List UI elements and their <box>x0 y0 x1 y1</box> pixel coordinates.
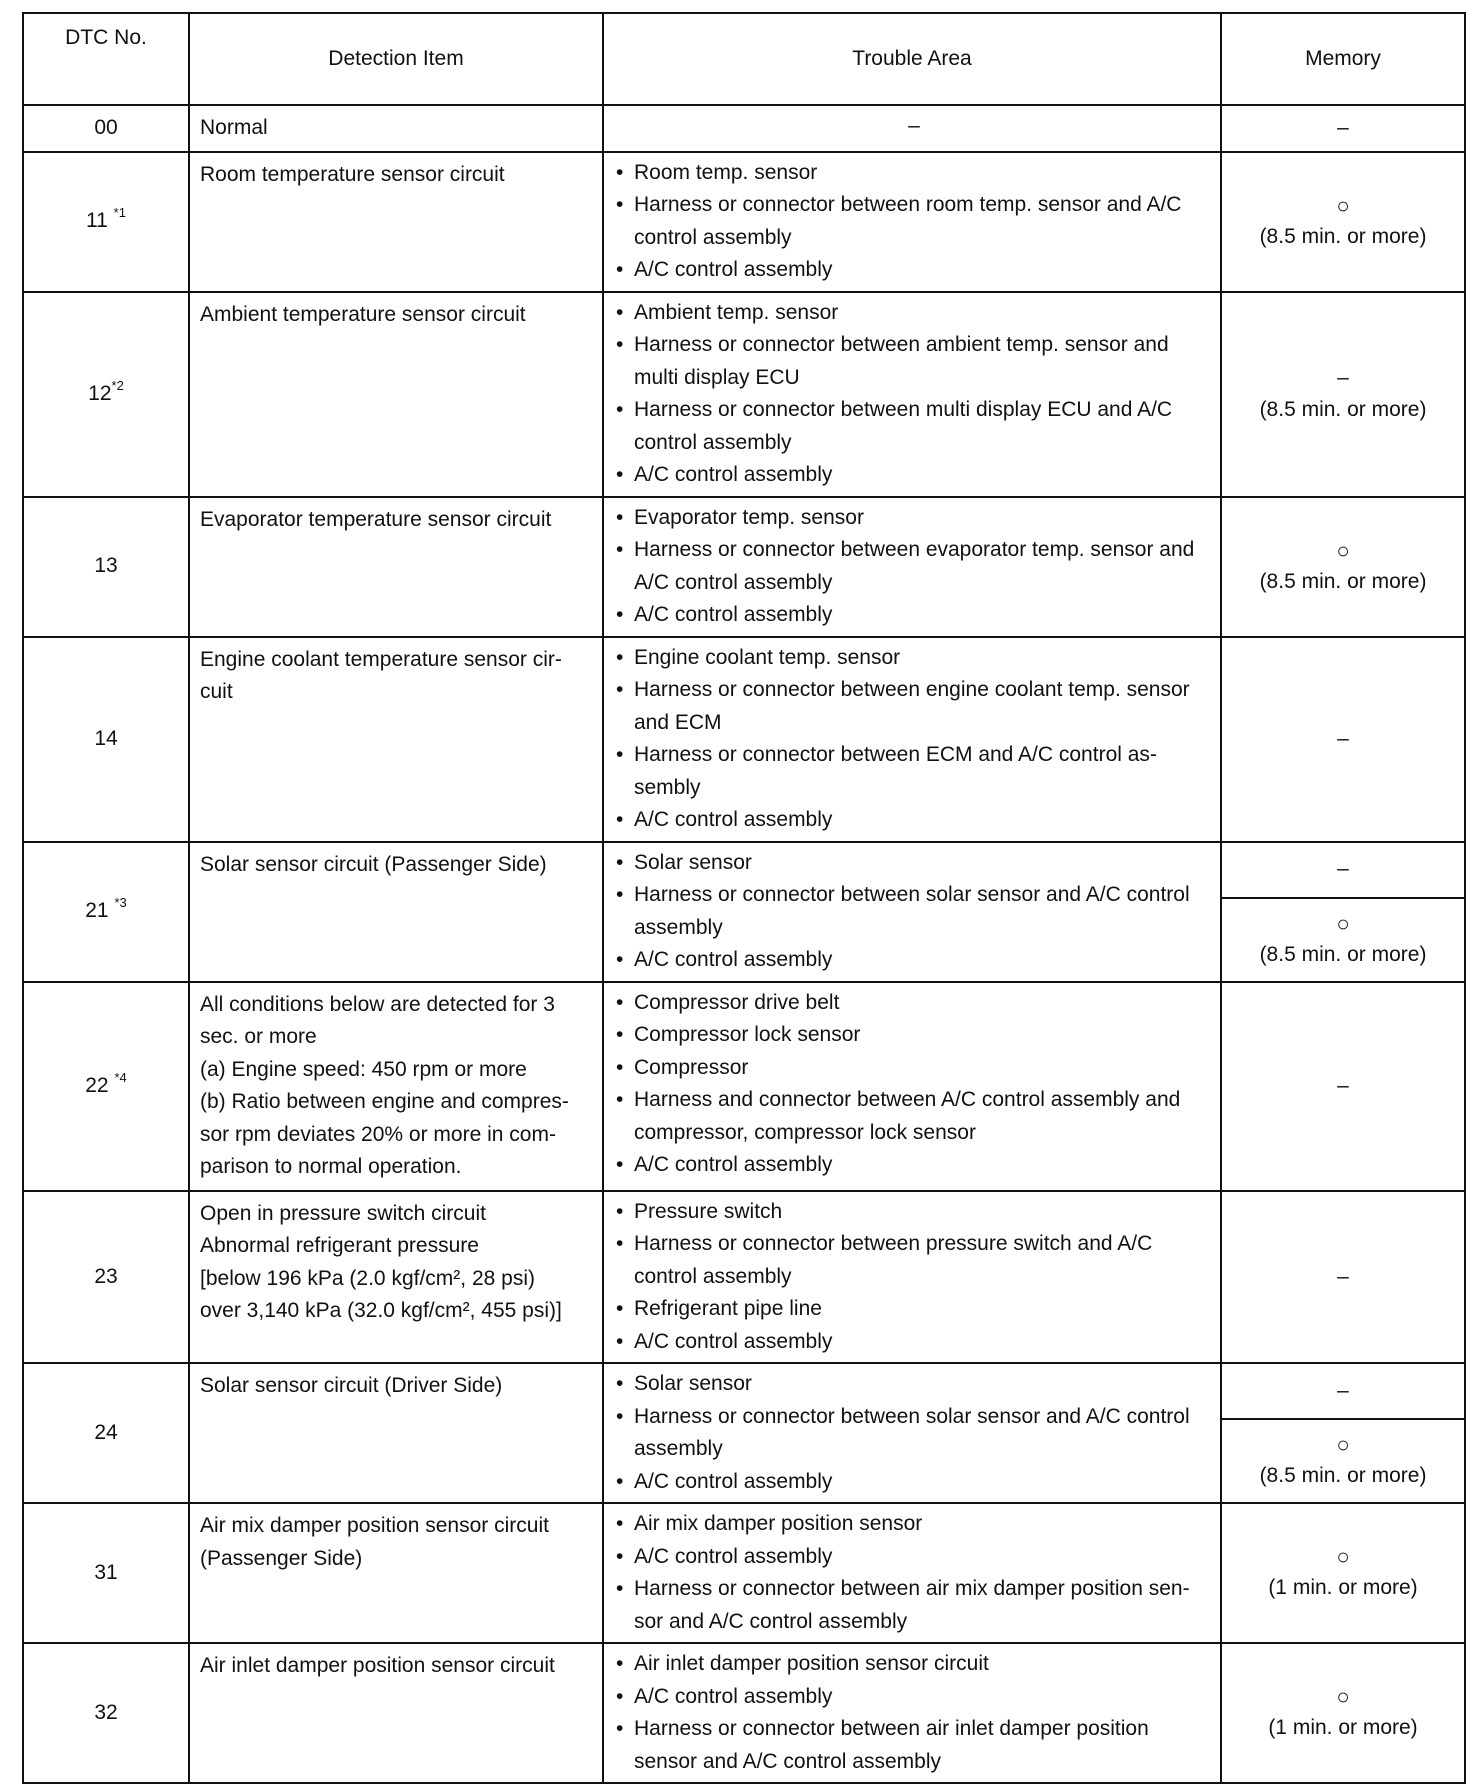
detection-line: sec. or more <box>200 1025 317 1048</box>
trouble-area-item: • Harness or connector between air mix damper position sen-sor and A/C control assembly <box>614 1573 1214 1638</box>
trouble-area-item: • A/C control assembly <box>614 804 1214 837</box>
trouble-area-item: • Pressure switch <box>614 1196 1214 1229</box>
trouble-area-item: • Air mix damper position sensor <box>614 1508 1214 1541</box>
detection-item-cell <box>189 105 603 152</box>
trouble-area-item: • Harness or connector between room temp. sensor and A/C control assembly <box>614 189 1214 254</box>
header-detection: Detection Item <box>189 13 603 105</box>
detection-line: parison to normal operation. <box>200 1155 462 1178</box>
trouble-area-item: • Ambient temp. sensor <box>614 297 1214 330</box>
detection-item-cell <box>189 1503 603 1643</box>
detection-line: Solar sensor circuit (Driver Side) <box>200 1374 503 1397</box>
memory-dash: – <box>1337 726 1349 750</box>
trouble-area-item: • A/C control assembly <box>614 944 1214 977</box>
dtc-number: 00 <box>94 116 118 139</box>
dtc-number: 12 <box>88 381 112 405</box>
header-memory: Memory <box>1221 13 1465 105</box>
trouble-area-list <box>614 987 1214 1182</box>
memory-circle-icon: ○ <box>1336 1544 1350 1569</box>
trouble-area-list <box>614 1196 1214 1359</box>
detection-line: Abnormal refrigerant pressure <box>200 1234 479 1257</box>
trouble-area-list <box>614 297 1214 492</box>
trouble-area-item: • Refrigerant pipe line <box>614 1293 1214 1326</box>
trouble-area-item: • A/C control assembly <box>614 459 1214 492</box>
table-row <box>23 637 1465 842</box>
trouble-area-item: • Air inlet damper position sensor circuit <box>614 1648 1214 1681</box>
memory-cell <box>1221 497 1465 637</box>
trouble-area-item: • Compressor <box>614 1052 1214 1085</box>
detection-item-cell <box>189 637 603 842</box>
dtc-number: 14 <box>94 726 118 750</box>
dtc-number-cell <box>23 637 189 842</box>
memory-dash: – <box>1337 116 1349 139</box>
table-row <box>23 1191 1465 1364</box>
trouble-area-item: • A/C control assembly <box>614 1681 1214 1714</box>
detection-line: Ambient temperature sensor circuit <box>200 302 526 326</box>
trouble-area-item: • A/C control assembly <box>614 1466 1214 1499</box>
detection-line: sor rpm deviates 20% or more in com- <box>200 1122 556 1146</box>
trouble-area-list <box>614 1368 1214 1498</box>
trouble-area-cell <box>603 1191 1221 1364</box>
table-row <box>23 497 1465 637</box>
trouble-area-item: • A/C control assembly <box>614 1326 1214 1359</box>
trouble-area-item: • Compressor lock sensor <box>614 1019 1214 1052</box>
detection-line: Solar sensor circuit (Passenger Side) <box>200 852 547 876</box>
trouble-area-list <box>614 157 1214 287</box>
dtc-number-cell <box>23 292 189 497</box>
header-dtc: DTC No. <box>23 13 189 105</box>
dtc-number: 11 <box>86 209 114 233</box>
trouble-area-item: • A/C control assembly <box>614 254 1214 287</box>
dtc-number: 31 <box>94 1560 118 1584</box>
dtc-number: 13 <box>94 554 118 578</box>
dtc-table-page <box>22 12 1464 1784</box>
detection-line: Engine coolant temperature sensor cir- <box>200 647 562 671</box>
dtc-footnote-mark: *4 <box>114 1069 127 1085</box>
memory-cell <box>1221 292 1465 497</box>
detection-line: over 3,140 kPa (32.0 kgf/cm², 455 psi)] <box>200 1299 562 1322</box>
memory-duration: (8.5 min. or more) <box>1259 942 1427 966</box>
trouble-area-list <box>614 502 1214 632</box>
detection-item-cell <box>189 1191 603 1364</box>
memory-cell <box>1221 152 1465 292</box>
memory-duration: (1 min. or more) <box>1268 1576 1418 1599</box>
trouble-area-list <box>614 1508 1214 1638</box>
table-row <box>23 1643 1465 1783</box>
header-trouble: Trouble Area <box>603 13 1221 105</box>
memory-cell <box>1221 1503 1465 1643</box>
trouble-area-item: • Harness or connector between solar sensor and A/C control assembly <box>614 879 1214 944</box>
table-row <box>23 842 1465 982</box>
memory-cell <box>1221 1191 1465 1364</box>
table-body <box>23 105 1465 1783</box>
memory-dash: – <box>1337 1264 1349 1288</box>
dtc-number: 23 <box>94 1264 118 1288</box>
memory-dash: – <box>1222 843 1464 898</box>
detection-item-cell <box>189 152 603 292</box>
trouble-area-dash: – <box>908 114 920 137</box>
detection-line: Evaporator temperature sensor circuit <box>200 507 552 531</box>
trouble-area-cell <box>603 1503 1221 1643</box>
trouble-area-cell <box>603 842 1221 982</box>
trouble-area-cell <box>603 637 1221 842</box>
table-row <box>23 152 1465 292</box>
detection-line: Open in pressure switch circuit <box>200 1201 486 1225</box>
detection-item-cell <box>189 842 603 982</box>
memory-dash: – <box>1337 365 1349 389</box>
dtc-number-cell <box>23 497 189 637</box>
trouble-area-item: • Engine coolant temp. sensor <box>614 642 1214 675</box>
detection-line: (a) Engine speed: 450 rpm or more <box>200 1057 527 1081</box>
trouble-area-item: • A/C control assembly <box>614 599 1214 632</box>
dtc-number-cell <box>23 1363 189 1503</box>
trouble-area-item: • Evaporator temp. sensor <box>614 502 1214 535</box>
memory-dash: – <box>1337 1073 1349 1097</box>
memory-circle-icon: ○ <box>1336 537 1350 563</box>
dtc-footnote-mark: *3 <box>114 895 127 911</box>
dtc-number-cell <box>23 105 189 152</box>
dtc-number: 32 <box>94 1700 118 1724</box>
memory-circle-icon: ○ <box>1336 192 1350 218</box>
trouble-area-item: • Harness or connector between multi display ECU and A/C control assembly <box>614 394 1214 459</box>
trouble-area-cell <box>603 105 1221 152</box>
trouble-area-item: • Solar sensor <box>614 847 1214 880</box>
trouble-area-item: • Harness or connector between pressure switch and A/C control assembly <box>614 1228 1214 1293</box>
dtc-number-cell <box>23 1503 189 1643</box>
memory-cell <box>1221 1363 1465 1503</box>
memory-cell <box>1221 982 1465 1191</box>
trouble-area-item: • A/C control assembly <box>614 1149 1214 1182</box>
trouble-area-item: • Room temp. sensor <box>614 157 1214 190</box>
detection-item-cell <box>189 497 603 637</box>
memory-cell <box>1221 842 1465 982</box>
trouble-area-cell <box>603 1643 1221 1783</box>
detection-item-cell <box>189 1643 603 1783</box>
memory-circle-icon: ○ <box>1336 1684 1350 1709</box>
detection-line: (b) Ratio between engine and compres- <box>200 1090 569 1113</box>
trouble-area-list <box>614 847 1214 977</box>
detection-line: All conditions below are detected for 3 <box>200 992 555 1016</box>
detection-line: Normal <box>200 116 268 139</box>
dtc-footnote-mark: *2 <box>111 377 124 393</box>
dtc-number: 22 <box>85 1073 115 1097</box>
detection-line: Room temperature sensor circuit <box>200 162 505 186</box>
dtc-number: 24 <box>94 1420 118 1444</box>
trouble-area-cell <box>603 292 1221 497</box>
detection-line: [below 196 kPa (2.0 kgf/cm², 28 psi) <box>200 1266 535 1290</box>
memory-cell <box>1221 1643 1465 1783</box>
dtc-number-cell <box>23 1191 189 1364</box>
trouble-area-item: • Harness or connector between engine coolant temp. sensor and ECM <box>614 674 1214 739</box>
header-row <box>23 13 1465 105</box>
trouble-area-cell <box>603 982 1221 1191</box>
detection-item-cell <box>189 1363 603 1503</box>
trouble-area-item: • Harness or connector between evaporator temp. sensor and A/C control assembly <box>614 534 1214 599</box>
table-row <box>23 1503 1465 1643</box>
dtc-footnote-mark: *1 <box>113 205 126 221</box>
table-row <box>23 1363 1465 1503</box>
trouble-area-item: • Harness or connector between air inlet damper position sensor and A/C control assembly <box>614 1713 1214 1778</box>
dtc-number: 21 <box>85 899 115 923</box>
trouble-area-item: • Solar sensor <box>614 1368 1214 1401</box>
memory-circle-icon: ○ <box>1336 1432 1350 1457</box>
table-row <box>23 292 1465 497</box>
trouble-area-list <box>614 1648 1214 1778</box>
table-row <box>23 105 1465 152</box>
memory-duration: (8.5 min. or more) <box>1259 398 1427 422</box>
memory-duration: (8.5 min. or more) <box>1259 1464 1427 1487</box>
detection-item-cell <box>189 292 603 497</box>
trouble-area-list <box>614 642 1214 837</box>
dtc-number-cell <box>23 982 189 1191</box>
dtc-number-cell <box>23 842 189 982</box>
trouble-area-item: • A/C control assembly <box>614 1541 1214 1574</box>
memory-cell <box>1221 637 1465 842</box>
memory-dash: – <box>1222 1364 1464 1419</box>
trouble-area-item: • Harness or connector between solar sensor and A/C control assembly <box>614 1401 1214 1466</box>
memory-circle-icon: ○ <box>1336 910 1350 936</box>
detection-item-cell <box>189 982 603 1191</box>
table-row <box>23 982 1465 1191</box>
trouble-area-cell <box>603 152 1221 292</box>
trouble-area-cell <box>603 497 1221 637</box>
dtc-number-cell <box>23 1643 189 1783</box>
trouble-area-item: • Compressor drive belt <box>614 987 1214 1020</box>
detection-line: (Passenger Side) <box>200 1546 363 1570</box>
dtc-table <box>22 12 1466 1784</box>
trouble-area-item: • Harness or connector between ambient temp. sensor and multi display ECU <box>614 329 1214 394</box>
detection-line: Air inlet damper position sensor circuit <box>200 1654 555 1677</box>
trouble-area-item: • Harness or connector between ECM and A/C control as-sembly <box>614 739 1214 804</box>
trouble-area-item: • Harness and connector between A/C control assembly and compressor, compressor lock sensor <box>614 1084 1214 1149</box>
memory-duration: (1 min. or more) <box>1268 1716 1418 1739</box>
memory-cell <box>1221 105 1465 152</box>
detection-line: cuit <box>200 680 233 703</box>
memory-duration: (8.5 min. or more) <box>1259 569 1427 593</box>
detection-line: Air mix damper position sensor circuit <box>200 1514 549 1537</box>
memory-duration: (8.5 min. or more) <box>1259 224 1427 248</box>
dtc-number-cell <box>23 152 189 292</box>
trouble-area-cell <box>603 1363 1221 1503</box>
